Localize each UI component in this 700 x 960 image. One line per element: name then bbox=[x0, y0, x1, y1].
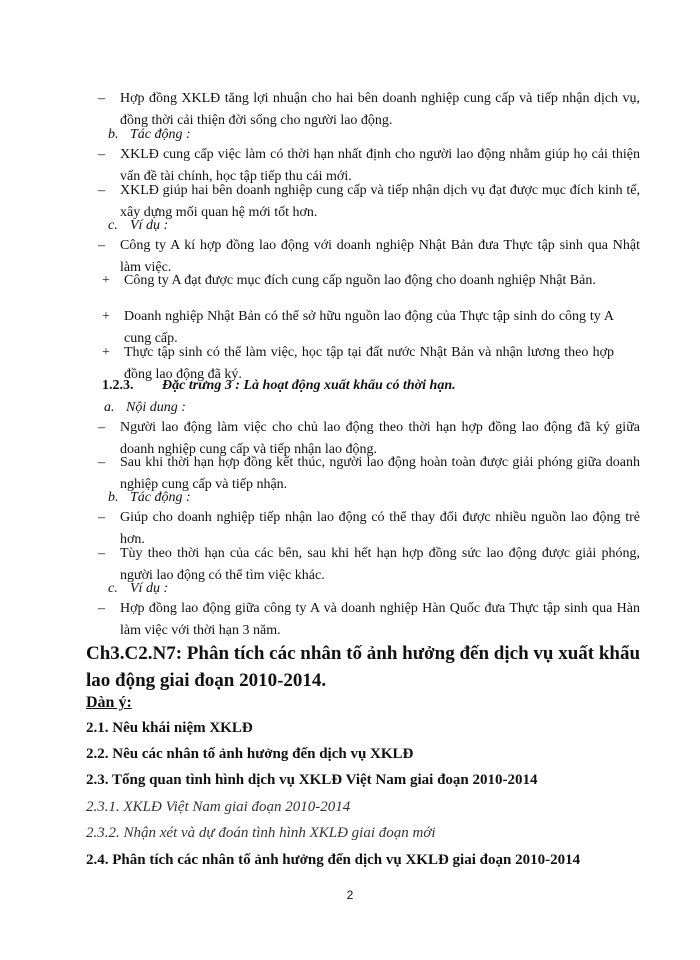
subheading-c: c. Ví dụ : bbox=[108, 218, 169, 233]
outline-heading-2-4: 2.4. Phân tích các nhân tố ảnh hưởng đến dịch vụ XKLĐ giai đoạn 2010-2014 bbox=[86, 852, 581, 868]
section-title: Đặc trưng 3 : Là hoạt động xuất khẩu có thời hạn. bbox=[162, 378, 456, 393]
outline-label: Dàn ý: bbox=[86, 694, 132, 711]
bullet-text: XKLĐ cung cấp việc làm có thời hạn nhất định cho người lao động nhằm giúp họ cải thiện vấn đề tài chính, học tập tiếp thu cái mới. bbox=[120, 147, 640, 184]
dash-marker: – bbox=[98, 420, 105, 435]
plus-marker: + bbox=[102, 345, 110, 360]
subheading-c: c. Ví dụ : bbox=[108, 581, 169, 596]
outline-heading-2-2: 2.2. Nêu các nhân tố ảnh hưởng đến dịch vụ XKLĐ bbox=[86, 746, 414, 762]
subheading-b: b. Tác động : bbox=[108, 490, 191, 505]
plus-text: Công ty A đạt được mục đích cung cấp nguồn lao động cho doanh nghiệp Nhật Bản. bbox=[124, 273, 596, 288]
outline-subheading-2-3-1: 2.3.1. XKLĐ Việt Nam giai đoạn 2010-2014 bbox=[86, 799, 351, 815]
bullet-text: Người lao động làm việc cho chủ lao động theo thời hạn hợp đồng lao động đã ký giữa doanh nghiệp cung cấp và tiếp nhận lao động. bbox=[120, 420, 640, 457]
subheading-a: a. Nội dung : bbox=[104, 400, 186, 415]
bullet-text: XKLĐ giúp hai bên doanh nghiệp cung cấp và tiếp nhận dịch vụ đạt được mục đích kinh tế, xây dựng mối quan hệ mới tốt hơn. bbox=[120, 183, 640, 220]
dash-marker: – bbox=[98, 601, 105, 616]
subheading-b: b. Tác động : bbox=[108, 127, 191, 142]
dash-marker: – bbox=[98, 455, 105, 470]
bullet-text: Hợp đồng lao động giữa công ty A và doanh nghiệp Hàn Quốc đưa Thực tập sinh qua Hàn làm việc với thời hạn 3 năm. bbox=[120, 601, 640, 638]
question-heading: Ch3.C2.N7: Phân tích các nhân tố ảnh hưởng đến dịch vụ xuất khẩu lao động giai đoạn 2010-2014. bbox=[86, 643, 641, 691]
dash-marker: – bbox=[98, 91, 105, 106]
plus-marker: + bbox=[102, 273, 110, 288]
outline-heading-2-1: 2.1. Nêu khái niệm XKLĐ bbox=[86, 720, 253, 736]
dash-marker: – bbox=[98, 183, 105, 198]
page-number: 2 bbox=[346, 888, 354, 902]
plus-marker: + bbox=[102, 309, 110, 324]
bullet-text: Giúp cho doanh nghiệp tiếp nhận lao động có thể thay đổi được nhiều nguồn lao động trẻ hơn. bbox=[120, 510, 640, 547]
plus-text: Doanh nghiệp Nhật Bản có thể sở hữu nguồn lao động của Thực tập sinh do công ty A cung cấp. bbox=[124, 309, 614, 346]
dash-marker: – bbox=[98, 238, 105, 253]
bullet-text: Sau khi thời hạn hợp đồng kết thúc, người lao động hoàn toàn được giải phóng giữa doanh nghiệp cung cấp và tiếp nhận. bbox=[120, 455, 640, 492]
bullet-text: Công ty A kí hợp đồng lao động với doanh nghiệp Nhật Bản đưa Thực tập sinh qua Nhật làm việc. bbox=[120, 238, 640, 275]
dash-marker: – bbox=[98, 510, 105, 525]
section-number: 1.2.3. bbox=[102, 378, 134, 393]
dash-marker: – bbox=[98, 147, 105, 162]
outline-heading-2-3: 2.3. Tổng quan tình hình dịch vụ XKLĐ Việt Nam giai đoạn 2010-2014 bbox=[86, 772, 538, 788]
outline-subheading-2-3-2: 2.3.2. Nhận xét và dự đoán tình hình XKLĐ giai đoạn mới bbox=[86, 825, 436, 841]
section-heading bbox=[102, 378, 456, 394]
bullet-text: Hợp đồng XKLĐ tăng lợi nhuận cho hai bên doanh nghiệp cung cấp và tiếp nhận dịch vụ, đồng thời cải thiện đời sống cho người lao động. bbox=[120, 91, 640, 128]
bullet-text: Tùy theo thời hạn của các bên, sau khi hết hạn hợp đồng sức lao động được giải phóng, người lao động có thể tìm việc khác. bbox=[120, 546, 640, 583]
plus-text: Thực tập sinh có thể làm việc, học tập tại đất nước Nhật Bản và nhận lương theo hợp đồng lao động đã ký. bbox=[124, 345, 614, 382]
dash-marker: – bbox=[98, 546, 105, 561]
